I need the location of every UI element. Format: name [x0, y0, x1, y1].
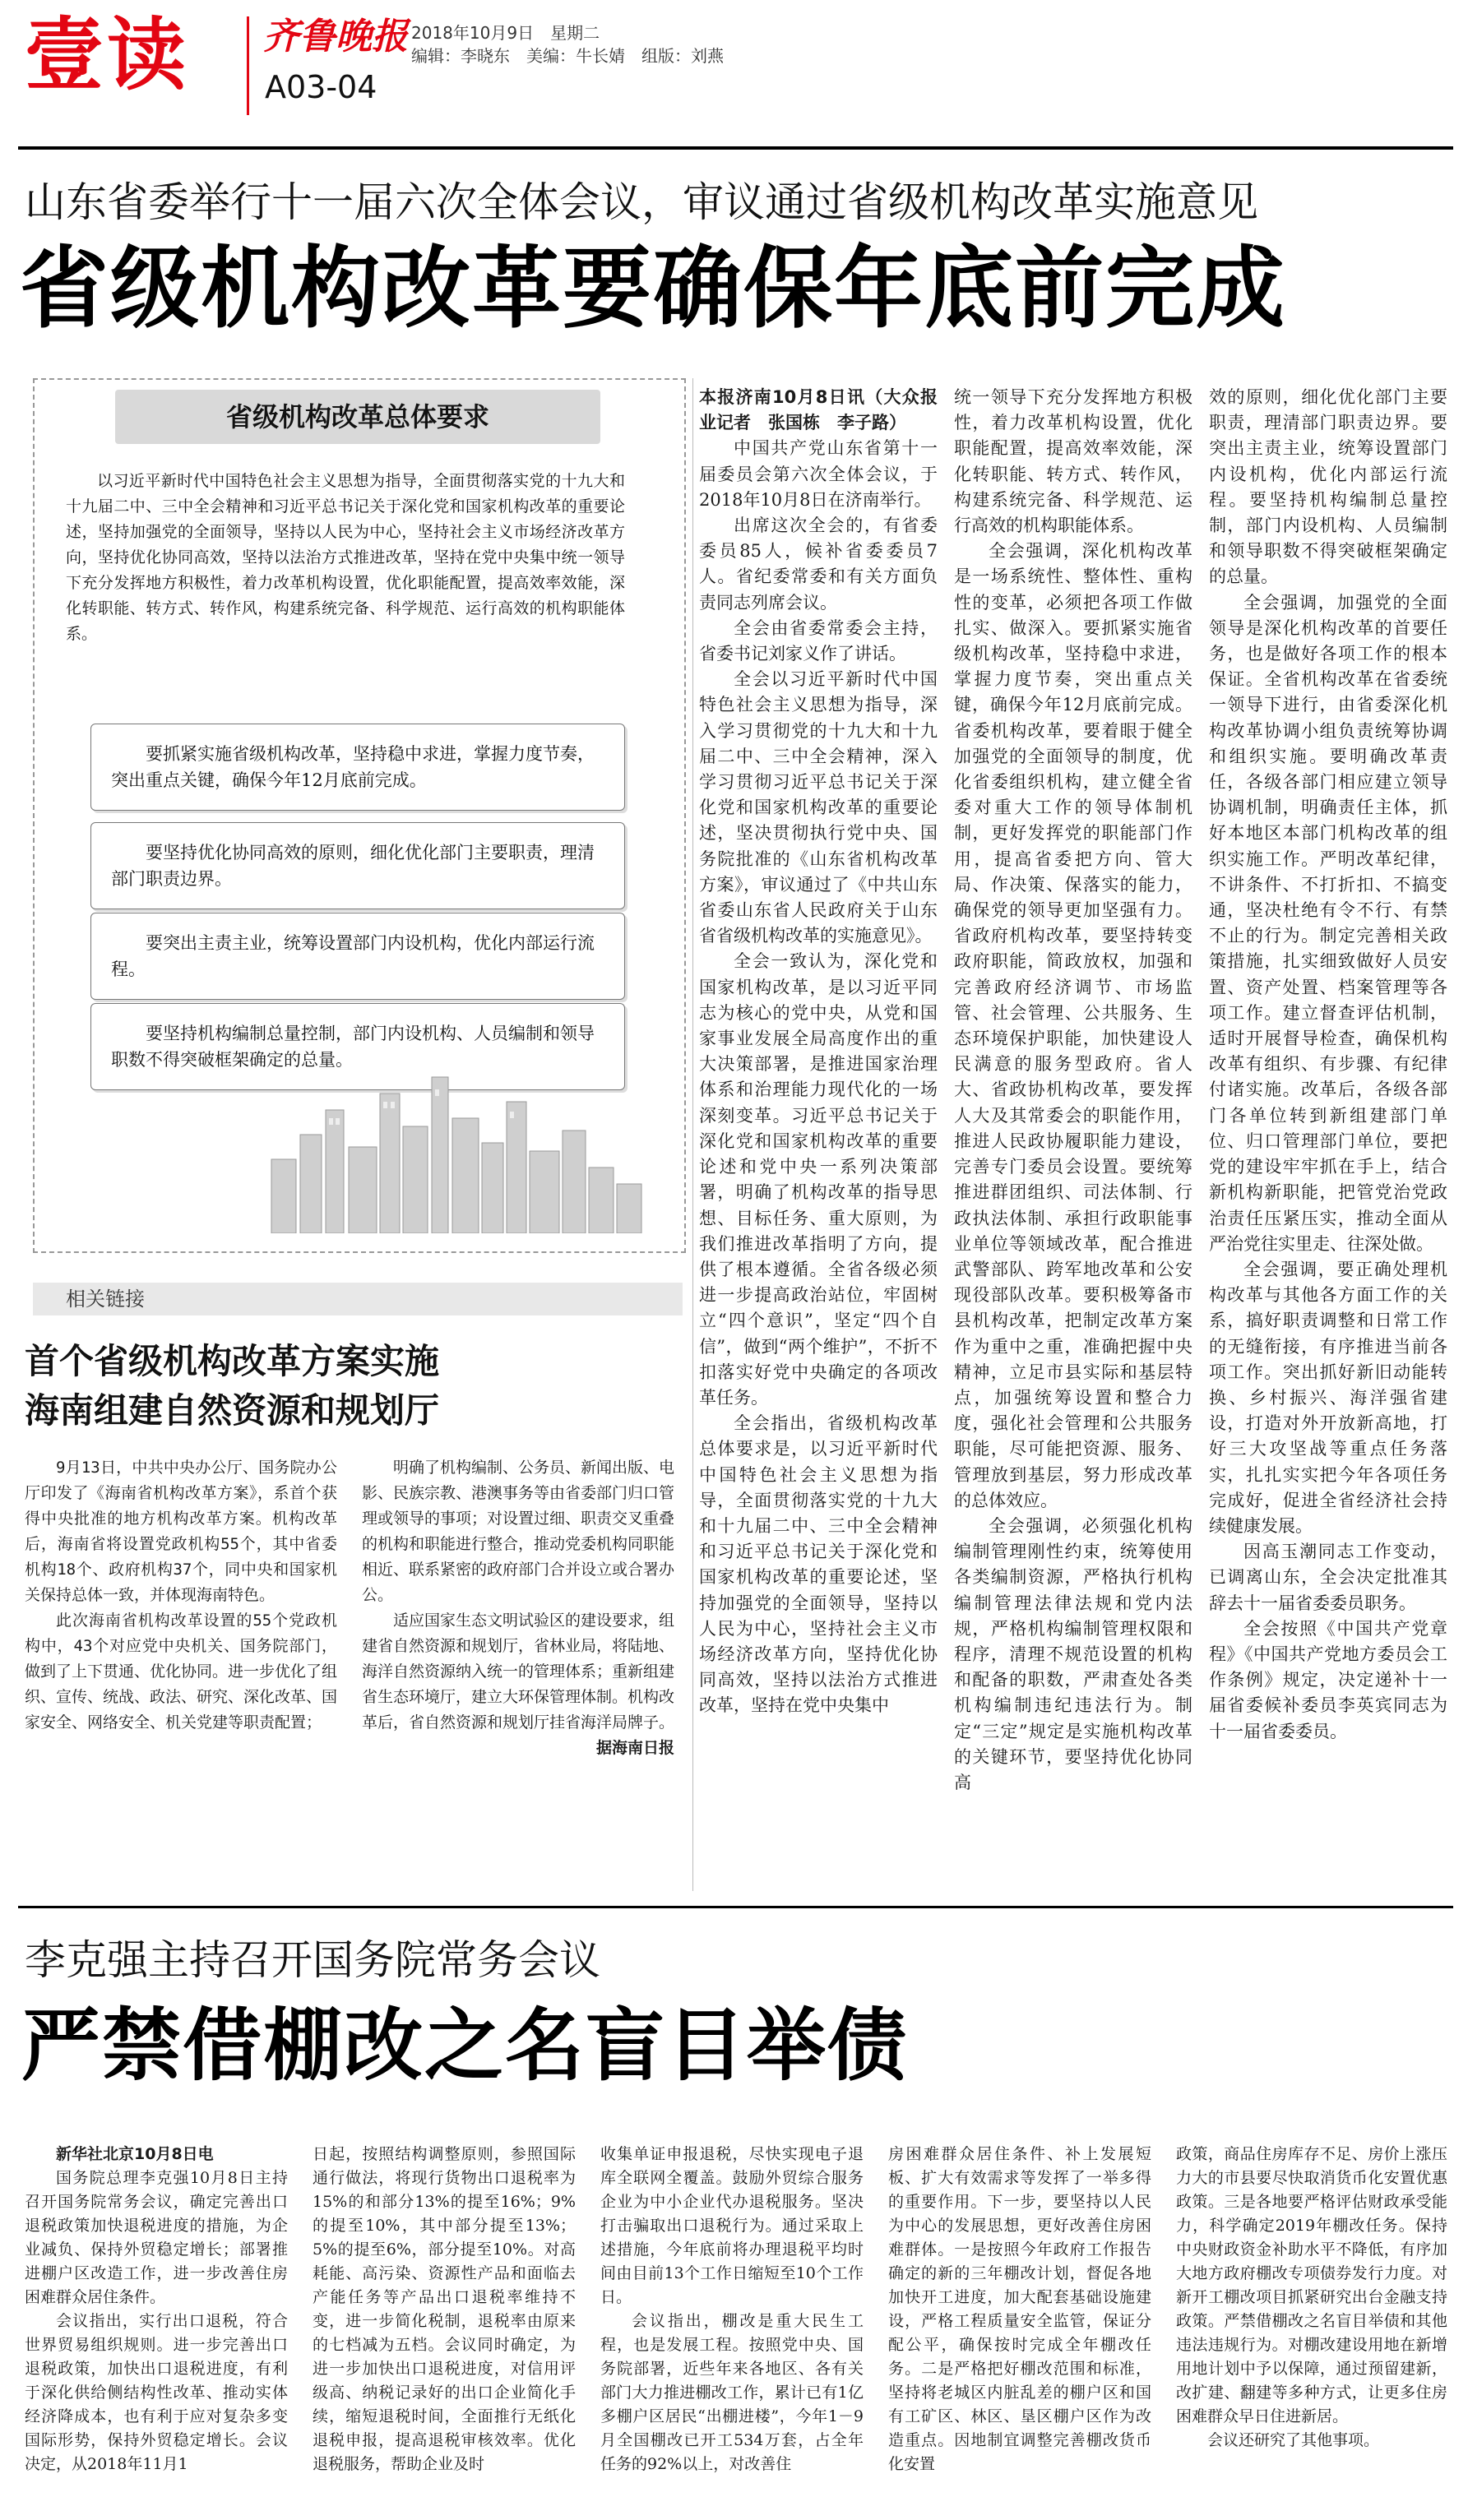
story2-column — [313, 2143, 576, 2476]
story2-column — [888, 2143, 1151, 2476]
paragraph: 出席这次全会的，有省委委员85人，候补省委委员7人。省纪委常委和有关方面负责同志列席会议。 — [699, 516, 938, 613]
related-headline: 海南组建自然资源和规划厅 — [25, 1390, 440, 1431]
related-column — [362, 1455, 674, 1761]
requirement-item: 要抓紧实施省级机构改革，坚持稳中求进，掌握力度节奏，突出重点关键，确保今年12月底前完成。 — [90, 724, 625, 811]
paragraph: 9月13日，中共中央办公厅、国务院办公厅印发了《海南省机构改革方案》，系首个获得中央批准的地方机构改革方案。机构改革后，海南省将设置党政机构55个，其中省委机构18个、政府机构37个，同中央和国家机关保持总体一致，并体现海南特色。 — [25, 1459, 337, 1604]
story1-column — [1209, 385, 1447, 1745]
related-column — [25, 1455, 337, 1736]
paragraph: 此次海南省机构改革设置的55个党政机构中，43个对应党中央机关、国务院部门，做到了上下贯通、优化协同。进一步优化了组织、宣传、统战、政法、研究、深化改革、国家安全、网络安全、机关党建等职责配置； — [25, 1611, 338, 1732]
requirement-item: 要突出主责主业，统筹设置部门内设机构，优化内部运行流程。 — [90, 913, 625, 1000]
issue-date: 2018年10月9日 星期二 — [411, 23, 600, 43]
column-rule — [692, 378, 693, 1891]
paragraph: 全会一致认为，深化党和国家机构改革，是以习近平同志为核心的党中央，从党和国家事业发展全局高度作出的重大决策部署，是推进国家治理体系和治理能力现代化的一场深刻变革。习近平总书记关于深化党和国家机构改革的重要论述和党中央一系列决策部署，明确了机构改革的指导思想、目标任务、重大原则，为我们推进改革指明了方向，提供了根本遵循。全省各级必须进一步提高政治站位，牢固树立“四个意识”，坚定“四个自信”，做到“两个维护”，不折不扣落实好党中央确定的各项改革任务。 — [699, 951, 938, 1408]
paragraph: 全会按照《中国共产党章程》《中国共产党地方委员会工作条例》规定，决定递补十一届省委候补委员李英宾同志为十一届省委委员。 — [1209, 1618, 1447, 1741]
paper-logo: 齐鲁晚报 — [263, 16, 408, 58]
page-code: A03-04 — [265, 69, 377, 105]
related-headline: 首个省级机构改革方案实施 — [25, 1341, 440, 1381]
story2-kicker: 李克强主持召开国务院常务会议 — [25, 1936, 600, 1984]
paragraph: 全会强调，要正确处理机构改革与其他各方面工作的关系，搞好职责调整和日常工作的无缝衔接，有序推进当前各项工作。突出抓好新旧动能转换、乡村振兴、海洋强省建设，打造对外开放新高地，打好三大攻坚战等重点任务落实，扎扎实实把今年各项任务完成好，促进全省经济社会持续健康发展。 — [1209, 1259, 1447, 1536]
dateline — [699, 385, 938, 436]
story2-column — [1176, 2143, 1447, 2453]
sidebar-intro: 以习近平新时代中国特色社会主义思想为指导，全面贯彻落实党的十九大和十九届二中、三中全会精神和习近平总书记关于深化党和国家机构改革的重要论述，坚持加强党的全面领导，坚持以人民为中心，坚持社会主义市场经济改革方向，坚持优化协同高效，坚持以法治方式推进改革，坚持在党中央集中统一领导下充分发挥地方积极性，着力改革机构设置，优化职能配置，提高效率效能，深化转职能、转方式、转作风，构建系统完备、科学规范、运行高效的机构职能体系。 — [66, 472, 625, 643]
staff-credits: 编辑：李晓东 美编：牛长婧 组版：刘燕 — [411, 46, 724, 66]
paragraph: 因高玉潮同志工作变动，已调离山东，全会决定批准其辞去十一届省委委员职务。 — [1209, 1542, 1447, 1613]
source-credit: 据海南日报 — [595, 1739, 674, 1757]
top-rule — [18, 146, 1453, 150]
section-masthead: 壹读 — [25, 9, 189, 101]
paragraph: 全会指出，省级机构改革总体要求是，以习近平新时代中国特色社会主义思想为指导，全面贯彻落实党的十九大和十九届二中、三中全会精神和习近平总书记关于深化党和国家机构改革的重要论述，坚持加强党的全面领导，坚持以人民为中心，坚持社会主义市场经济改革方向，坚持优化协同高效，坚持以法治方式推进改革，坚持在党中央集中 — [699, 1413, 938, 1716]
paragraph: 全会强调，加强党的全面领导是深化机构改革的首要任务，也是做好各项工作的根本保证。全省机构改革在省委统一领导下进行，由省委深化机构改革协调小组负责统筹协调和组织实施。要明确改革责任，各级各部门相应建立领导协调机制，明确责任主体，抓好本地区本部门机构改革的组织实施工作。严明改革纪律，不讲条件、不打折扣、不搞变通，坚决杜绝有令不行、有禁不止的行为。制定完善相关政策措施，扎实细致做好人员安置、资产处置、档案管理等各项工作。建立督查评估机制，适时开展督导检查，确保机构改革有组织、有步骤、有纪律付诸实施。改革后，各级各部门各单位转到新组建部门单位、归口管理部门单位，要把党的建设牢牢抓在手上，结合新机构新职能，把管党治党政治责任压紧压实，推动全面从严治党往实里走、往深处做。 — [1209, 592, 1447, 1254]
paragraph: 效的原则，细化优化部门主要职责，理清部门职责边界。要突出主责主业，统筹设置部门内设机构，优化内部运行流程。要坚持机构编制总量控制，部门内设机构、人员编制和领导职数不得突破框架确定的总量。 — [1209, 387, 1447, 587]
paragraph: 全会由省委常委会主持，省委书记刘家义作了讲话。 — [699, 617, 938, 664]
paragraph: 会议还研究了其他事项。 — [1207, 2431, 1380, 2449]
masthead-divider — [247, 16, 249, 115]
paragraph: 全会强调，深化机构改革是一场系统性、整体性、重构性的变革，必须把各项工作做扎实、做深入。要抓紧实施省级机构改革，坚持稳中求进，掌握力度节奏，突出重点关键，确保今年12月底前完成。省委机构改革，要着眼于健全加强党的全面领导的制度，优化省委组织机构，建立健全省委对重大工作的领导体制机制，更好发挥党的职能部门作用，提高省委把方向、管大局、作决策、保落实的能力，确保党的领导更加坚强有力。省政府机构改革，要坚持转变政府职能，简政放权，加强和完善政府经济调节、市场监管、社会管理、公共服务、生态环境保护职能，加快建设人民满意的服务型政府。省人大、省政协机构改革，要发挥人大及其常委会的职能作用，推进人民政协履职能力建设，完善专门委员会设置。要统筹推进群团组织、司法体制、行政执法体制、承担行政职能事业单位等领域改革，配合推进武警部队、跨军地改革和公安现役部队改革。要积极筹备市县机构改革，把制定改革方案作为重中之重，准确把握中央精神，立足市县实际和基层特点，加强统筹设置和整合力度，强化社会管理和公共服务职能，尽可能把资源、服务、管理放到基层，努力形成改革的总体效应。 — [954, 541, 1192, 1510]
paragraph: 中国共产党山东省第十一届委员会第六次全体会议，于2018年10月8日在济南举行。 — [699, 438, 938, 510]
story2-dateline: 新华社北京10月8日电 — [56, 2145, 214, 2163]
paragraph: 全会强调，必须强化机构编制管理刚性约束，统筹使用各类编制资源，严格执行机构编制管理法律法规和党内法规，严格机构编制管理权限和程序，清理不规范设置的机构和配备的职数，严肃查处各类机构编制违纪违法行为。制定“三定”规定是实施机构改革的关键环节，要坚持优化协同高 — [954, 1515, 1192, 1792]
story1-column — [699, 385, 938, 1719]
paragraph: 全会以习近平新时代中国特色社会主义思想为指导，深入学习贯彻党的十九大和十九届二中、三中全会精神，深入学习贯彻习近平总书记关于深化党和国家机构改革的重要论述，坚决贯彻执行党中央、国务院批准的《山东省机构改革方案》，审议通过了《中共山东省委山东省人民政府关于山东省省级机构改革的实施意见》。 — [699, 669, 938, 946]
related-link-label: 相关链接 — [66, 1288, 145, 1311]
story1-dateline: 本报济南10月8日讯（大众报业记者 张国栋 李子路） — [699, 387, 938, 433]
dateline — [25, 2143, 288, 2166]
related-source — [362, 1736, 674, 1761]
paragraph: 政策，商品住房库存不足、房价上涨压力大的市县要尽快取消货币化安置优惠政策。三是各地要严格评估财政承受能力，科学确定2019年棚改任务。保持中央财政资金补助水平不降低，有序加大地方政府棚改专项债券发行力度。对新开工棚改项目抓紧研究出台金融支持政策。严禁借棚改之名盲目举债和其他违法违规行为。对棚改建设用地在新增用地计划中予以保障，通过预留建新，改扩建、翻建等多种方式，让更多住房困难群众早日住进新居。 — [1176, 2145, 1447, 2425]
paragraph: 明确了机构编制、公务员、新闻出版、电影、民族宗教、港澳事务等由省委部门归口管理或领导的事项；对设置过细、职责交叉重叠的机构和职能进行整合，推动党委机构同职能相近、联系紧密的政府部门合并设立或合署办公。 — [362, 1459, 675, 1604]
story2-headline: 严禁借棚改之名盲目举债 — [21, 2000, 908, 2092]
city-skyline-illustration — [263, 1069, 650, 1233]
story1-headline: 省级机构改革要确保年底前完成 — [20, 238, 1287, 340]
paragraph: 日起，按照结构调整原则，参照国际通行做法，将现行货物出口退税率为15%的和部分13%的提至16%；9%的提至10%，其中部分提至13%；5%的提至6%，部分提至10%。对高耗能、高污染、资源性产品和面临去产能任务等产品出口退税率维持不变，进一步简化税制，退税率由原来的七档减为五档。会议同时确定，为进一步加快出口退税进度，对信用评级高、纳税记录好的出口企业简化手续，缩短退税时间，全面推行无纸化退税申报，提高退税审核效率。优化退税服务，帮助企业及时 — [313, 2145, 576, 2473]
sidebar-title: 省级机构改革总体要求 — [115, 390, 600, 444]
requirement-item: 要坚持优化协同高效的原则，细化优化部门主要职责，理清部门职责边界。 — [90, 822, 625, 909]
section-rule — [18, 1906, 1453, 1908]
paragraph: 统一领导下充分发挥地方积极性，着力改革机构设置，优化职能配置，提高效率效能，深化转职能、转方式、转作风，构建系统完备、科学规范、运行高效的机构职能体系。 — [954, 387, 1192, 536]
story1-kicker: 山东省委举行十一届六次全体会议，审议通过省级机构改革实施意见 — [25, 178, 1258, 226]
paragraph: 国务院总理李克强10月8日主持召开国务院常务会议，确定完善出口退税政策加快退税进度的措施，为企业减负、保持外贸稳定增长；部署推进棚户区改造工作，进一步改善住房困难群众居住条件。 — [25, 2169, 288, 2306]
paragraph: 适应国家生态文明试验区的建设要求，组建省自然资源和规划厅，省林业局，将陆地、海洋自然资源纳入统一的管理体系；重新组建省生态环境厅，建立大环保管理体制。机构改革后，省自然资源和规划厅挂省海洋局牌子。 — [362, 1611, 675, 1732]
story1-column — [954, 385, 1192, 1796]
paragraph: 收集单证申报退税，尽快实现电子退库全联网全覆盖。鼓励外贸综合服务企业为中小企业代办退税服务。坚决打击骗取出口退税行为。通过采取上述措施，今年底前将办理退税平均时间由目前13个工作日缩短至10个工作日。 — [600, 2145, 864, 2306]
story2-column — [25, 2143, 288, 2476]
paragraph: 房困难群众居住条件、补上发展短板、扩大有效需求等发挥了一举多得的重要作用。下一步，要坚持以人民为中心的发展思想，更好改善住房困难群体。一是按照今年政府工作报告确定的新的三年棚改计划，督促各地加快开工进度，加大配套基础设施建设，严格工程质量安全监管，保证分配公平，确保按时完成全年棚改任务。二是严格把好棚改范围和标准，坚持将老城区内脏乱差的棚户区和国有工矿区、林区、垦区棚户区作为改造重点。因地制宜调整完善棚改货币化安置 — [888, 2145, 1151, 2473]
requirement-item: 要坚持机构编制总量控制，部门内设机构、人员编制和领导职数不得突破框架确定的总量。 — [90, 1003, 625, 1090]
paragraph: 会议指出，棚改是重大民生工程，也是发展工程。按照党中央、国务院部署，近些年来各地区、各有关部门大力推进棚改工作，累计已有1亿多棚户区居民“出棚进楼”，今年1－9月全国棚改已开工534万套，占全年任务的92%以上，对改善住 — [600, 2312, 864, 2473]
paragraph: 会议指出，实行出口退税，符合世界贸易组织规则。进一步完善出口退税政策，加快出口退税进度，有利于深化供给侧结构性改革、推动实体经济降成本，也有利于应对复杂多变国际形势，保持外贸稳定增长。会议决定，从2018年11月1 — [25, 2312, 288, 2473]
story2-column — [600, 2143, 864, 2476]
